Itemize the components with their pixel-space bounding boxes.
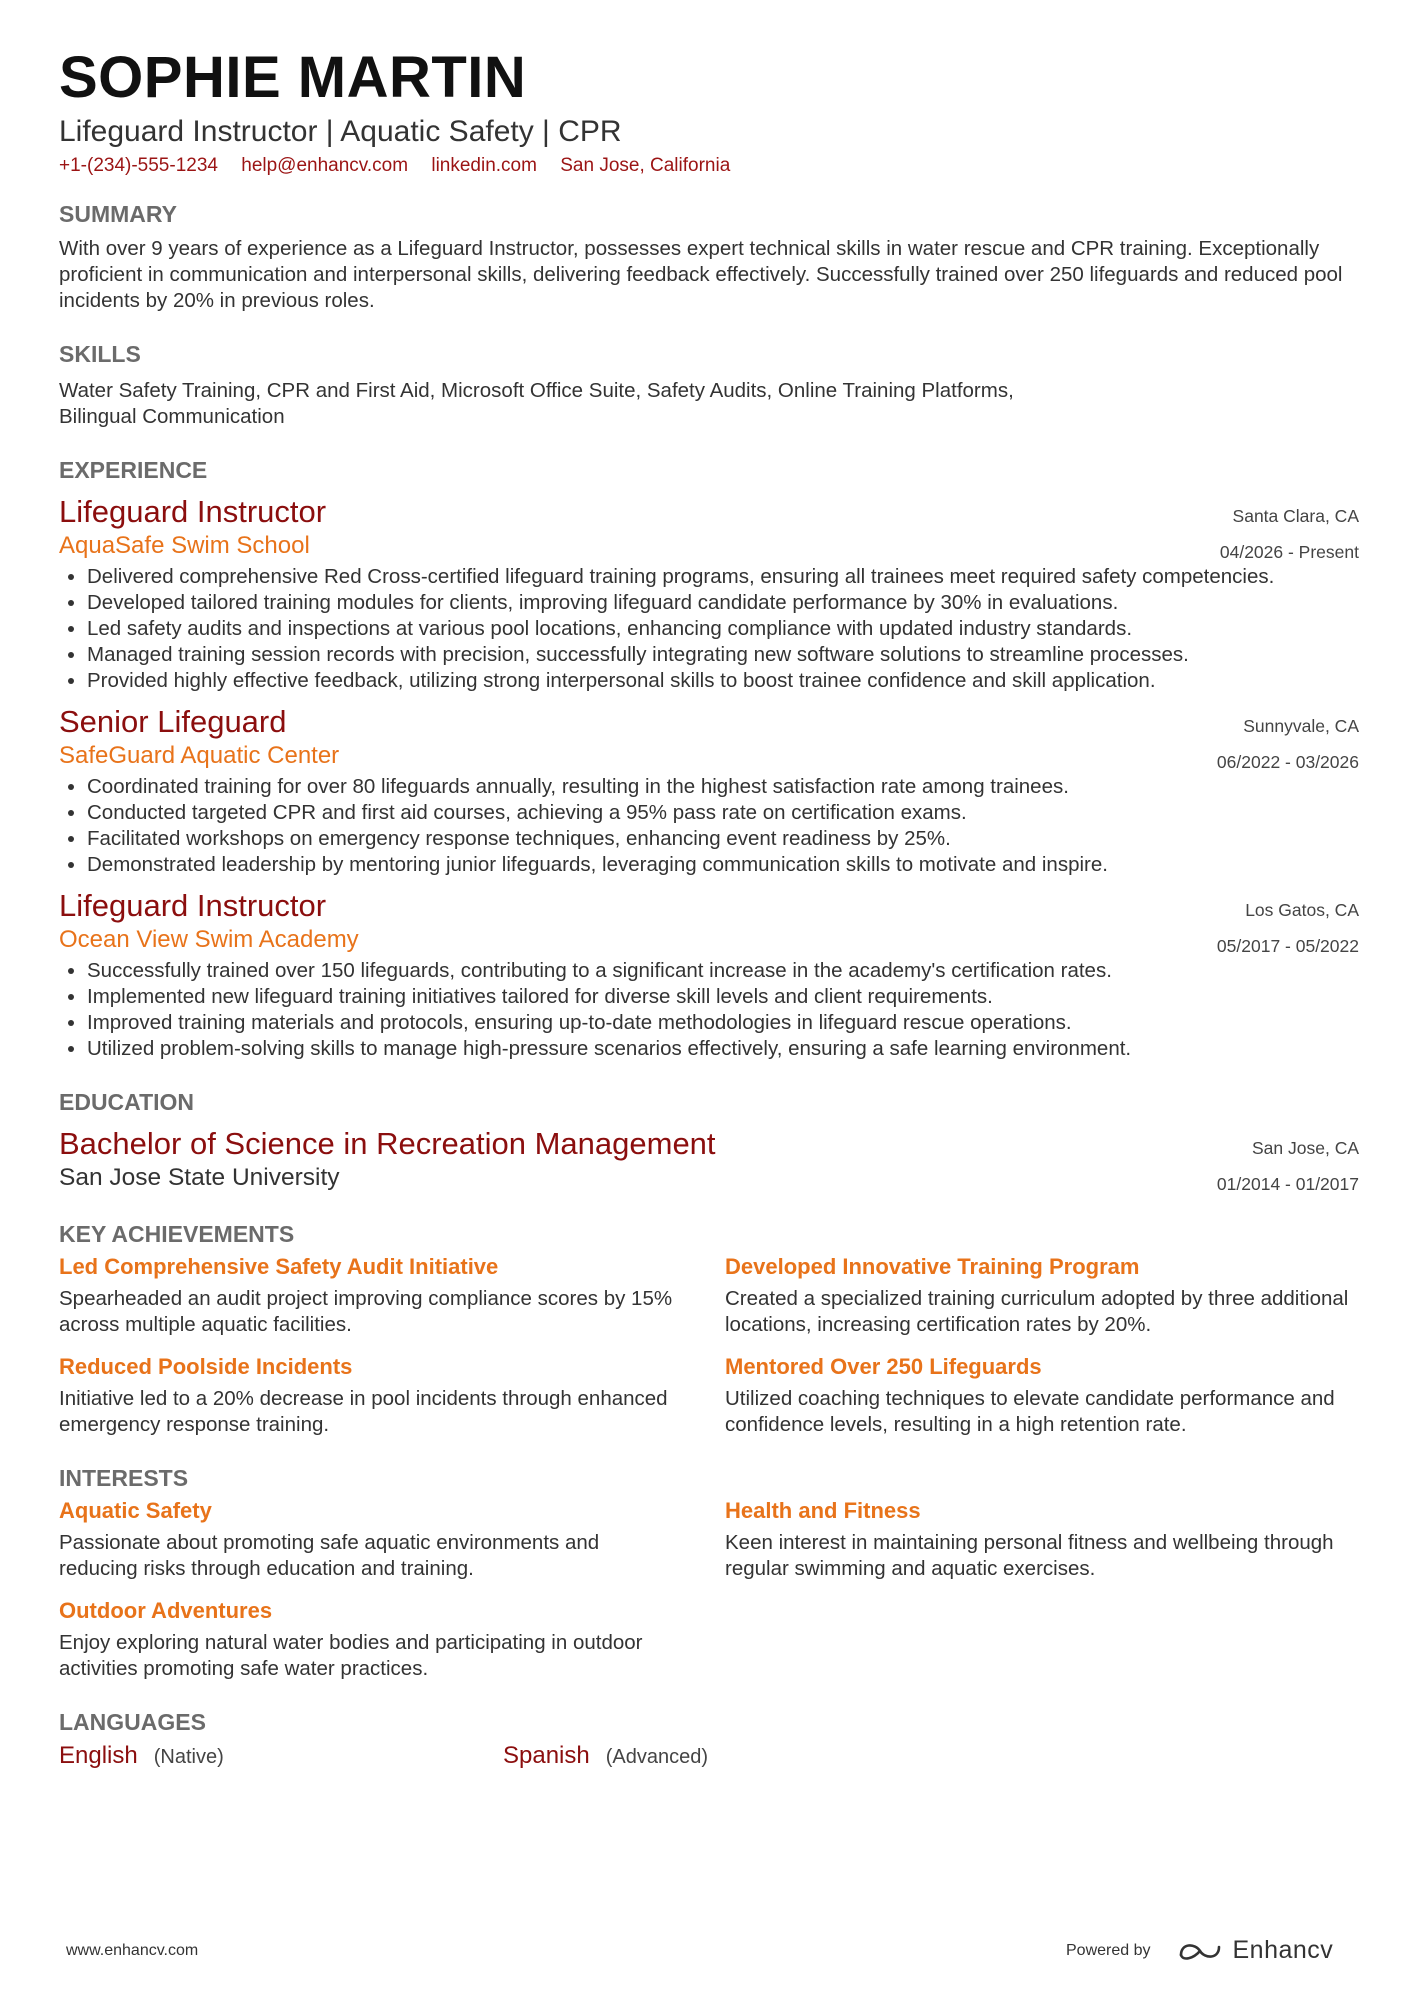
job-dates: 04/2026 - Present (1219, 542, 1359, 562)
education-dates: 01/2014 - 01/2017 (1216, 1174, 1359, 1194)
interest-desc: Passionate about promoting safe aquatic environments and reducing risks through education and training. (59, 1531, 600, 1580)
job-dates: 06/2022 - 03/2026 (1216, 752, 1359, 772)
achievement-item (725, 1352, 1359, 1438)
skills-line: Bilingual Communication (59, 405, 285, 428)
interest-title: Outdoor Adventures (59, 1598, 273, 1623)
job-bullets (59, 774, 1359, 878)
job-meta (1217, 892, 1359, 964)
interests-section (59, 1464, 1359, 1682)
job-location: Los Gatos, CA (1245, 900, 1359, 920)
language-item (59, 1742, 503, 1770)
interest-item (725, 1496, 1345, 1582)
interest-item (59, 1596, 659, 1682)
section-title-skills: SKILLS (59, 341, 141, 367)
language-name: English (59, 1742, 138, 1769)
language-name: Spanish (503, 1742, 590, 1769)
bullet-item: • Managed training session records with precision, successfully integrating new software solutions to streamline processes. (87, 642, 1359, 668)
job-role: Senior Lifeguard (59, 704, 287, 739)
experience-section (59, 456, 1359, 1062)
bullet-item: • Facilitated workshops on emergency response techniques, enhancing event readiness by 25%. (87, 826, 1359, 852)
interests-grid (59, 1496, 1359, 1682)
resume-page (59, 44, 1359, 1770)
bullet-item: • Utilized problem-solving skills to manage high-pressure scenarios effectively, ensuring a safe learning environment. (87, 1036, 1359, 1062)
section-title-languages: LANGUAGES (59, 1709, 206, 1735)
section-title-interests: INTERESTS (59, 1465, 189, 1491)
linkedin-link[interactable]: linkedin.com (431, 155, 537, 176)
candidate-title: Lifeguard Instructor | Aquatic Safety | CPR (59, 115, 622, 148)
interest-title: Aquatic Safety (59, 1498, 212, 1523)
bullet-item: • Improved training materials and protocols, ensuring up-to-date methodologies in lifeguard rescue operations. (87, 1010, 1359, 1036)
experience-entry (59, 888, 1359, 1062)
section-title-achievements: KEY ACHIEVEMENTS (59, 1221, 295, 1247)
education-entry (59, 1126, 1359, 1194)
section-title-experience: EXPERIENCE (59, 457, 208, 483)
language-level: (Native) (153, 1746, 224, 1768)
skills-line: Water Safety Training, CPR and First Aid, Microsoft Office Suite, Safety Audits, Online Training Platforms, (59, 379, 1014, 402)
achievement-item (59, 1252, 699, 1338)
achievement-title: Developed Innovative Training Program (725, 1254, 1140, 1279)
powered-by-text: Powered by (1066, 1941, 1151, 1959)
languages-section (59, 1708, 1359, 1770)
achievements-grid (59, 1252, 1359, 1438)
education-location: San Jose, CA (1252, 1138, 1359, 1158)
bullet-item: • Developed tailored training modules for clients, improving lifeguard candidate performance by 30% in evaluations. (87, 590, 1359, 616)
interest-desc: Enjoy exploring natural water bodies and participating in outdoor activities promoting safe water practices. (59, 1631, 643, 1680)
footer-website-link[interactable]: www.enhancv.com (66, 1942, 199, 1959)
experience-entry (59, 704, 1359, 878)
job-location: Santa Clara, CA (1232, 506, 1359, 526)
resume-header (59, 44, 1359, 178)
achievement-title: Reduced Poolside Incidents (59, 1354, 353, 1379)
bullet-item: • Coordinated training for over 80 lifeguards annually, resulting in the highest satisfaction rate among trainees. (87, 774, 1359, 800)
job-bullets (59, 564, 1359, 694)
experience-entry (59, 494, 1359, 694)
summary-text: With over 9 years of experience as a Lifeguard Instructor, possesses expert technical skills in water rescue and CPR training. Exceptionally proficient in communication and interpersonal skills, delivering feedback effectively. Successfully trained over 250 lifeguards and reduced pool incidents by 20% in previous roles. (59, 237, 1343, 312)
job-role: Lifeguard Instructor (59, 494, 327, 529)
candidate-name: SOPHIE MARTIN (59, 45, 527, 110)
job-dates: 05/2017 - 05/2022 (1216, 936, 1359, 956)
job-role: Lifeguard Instructor (59, 888, 327, 923)
job-meta (1217, 708, 1359, 780)
languages-list (59, 1742, 1359, 1770)
degree-title: Bachelor of Science in Recreation Management (59, 1126, 716, 1161)
achievement-desc: Utilized coaching techniques to elevate candidate performance and confidence levels, resulting in a high retention rate. (725, 1387, 1335, 1436)
enhancv-logo-text[interactable]: Enhancv (1232, 1936, 1334, 1964)
bullet-item: • Implemented new lifeguard training initiatives tailored for diverse skill levels and client requirements. (87, 984, 1359, 1010)
contact-line (59, 154, 1359, 178)
enhancv-logo-icon (1177, 1939, 1223, 1963)
achievement-desc: Spearheaded an audit project improving compliance scores by 15% across multiple aquatic facilities. (59, 1287, 673, 1336)
bullet-item: • Led safety audits and inspections at various pool locations, enhancing compliance with updated industry standards. (87, 616, 1359, 642)
bullet-item: • Conducted targeted CPR and first aid courses, achieving a 95% pass rate on certification exams. (87, 800, 1359, 826)
bullet-item: • Demonstrated leadership by mentoring junior lifeguards, leveraging communication skills to motivate and inspire. (87, 852, 1359, 878)
bullet-item: • Delivered comprehensive Red Cross-certified lifeguard training programs, ensuring all trainees meet required safety competencies. (87, 564, 1359, 590)
location-text: San Jose, California (560, 155, 731, 176)
achievement-title: Mentored Over 250 Lifeguards (725, 1354, 1042, 1379)
language-level: (Advanced) (605, 1746, 709, 1768)
phone-link[interactable]: +1-(234)-555-1234 (59, 155, 218, 176)
job-meta (1220, 498, 1359, 570)
interest-item (59, 1496, 679, 1582)
bullet-item: • Successfully trained over 150 lifeguards, contributing to a significant increase in the academy's certification rates. (87, 958, 1359, 984)
achievement-item (59, 1352, 699, 1438)
summary-section (59, 200, 1359, 314)
interest-title: Health and Fitness (725, 1498, 921, 1523)
job-location: Sunnyvale, CA (1243, 716, 1359, 736)
interest-desc: Keen interest in maintaining personal fitness and wellbeing through regular swimming and aquatic exercises. (725, 1531, 1334, 1580)
job-company: Ocean View Swim Academy (59, 926, 359, 953)
education-meta (1217, 1130, 1359, 1202)
skills-section (59, 340, 1359, 430)
job-company: AquaSafe Swim School (59, 532, 310, 559)
job-bullets (59, 958, 1359, 1062)
school-name: San Jose State University (59, 1164, 340, 1191)
language-item (503, 1742, 947, 1770)
section-title-education: EDUCATION (59, 1089, 195, 1115)
achievement-item (725, 1252, 1359, 1338)
section-title-summary: SUMMARY (59, 201, 177, 227)
email-link[interactable]: help@enhancv.com (241, 155, 409, 176)
achievement-desc: Created a specialized training curriculum adopted by three additional locations, increasing certification rates by 20%. (725, 1287, 1349, 1336)
footer-branding (1066, 1936, 1333, 1965)
bullet-item: • Provided highly effective feedback, utilizing strong interpersonal skills to boost trainee confidence and skill application. (87, 668, 1359, 694)
achievement-desc: Initiative led to a 20% decrease in pool incidents through enhanced emergency response training. (59, 1387, 668, 1436)
achievement-title: Led Comprehensive Safety Audit Initiative (59, 1254, 499, 1279)
job-company: SafeGuard Aquatic Center (59, 742, 340, 769)
education-section (59, 1088, 1359, 1194)
achievements-section (59, 1220, 1359, 1438)
